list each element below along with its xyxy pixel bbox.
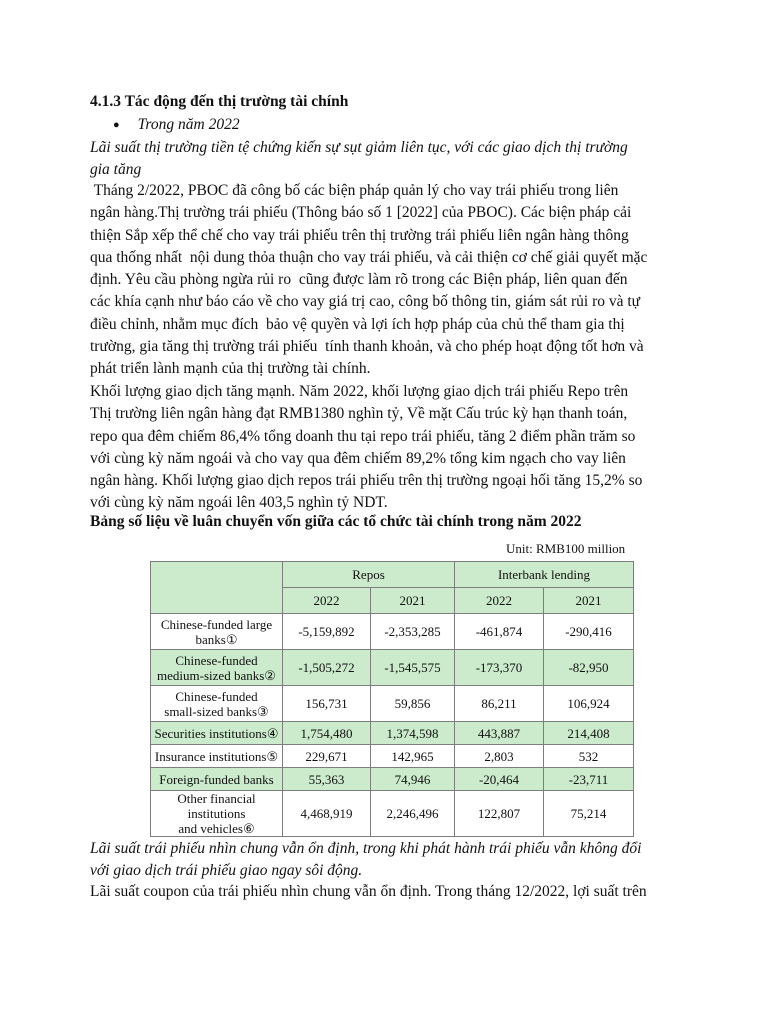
text-line: repo qua đêm chiếm 86,4% tổng doanh thu tại repo trái phiếu, tăng 2 điểm phần trăm so xyxy=(90,427,636,445)
table-header-row xyxy=(151,562,634,588)
table-cell: 74,946 xyxy=(371,768,455,791)
text-line: định. Yêu cầu phòng ngừa rủi ro cũng được làm rõ trong các Biện pháp, liên quan đến xyxy=(90,271,628,289)
row-label: Securities institutions④ xyxy=(151,722,283,745)
text-line: các khía cạnh như báo cáo về cho vay giá trị cao, công bố thông tin, giám sát rủi ro và tự xyxy=(90,293,641,311)
table-row xyxy=(151,791,634,837)
table-cell: 443,887 xyxy=(455,722,544,745)
table-cell: 2,246,496 xyxy=(371,791,455,837)
row-label: Foreign-funded banks xyxy=(151,768,283,791)
row-label-line: Other financial institutions xyxy=(177,791,256,821)
table-cell: -5,159,892 xyxy=(283,614,371,650)
italic-paragraph-2 xyxy=(90,838,690,883)
table-cell: -461,874 xyxy=(455,614,544,650)
table-cell: 229,671 xyxy=(283,745,371,768)
text-line: ngân hàng.Thị trường trái phiếu (Thông báo số 1 [2022] của PBOC). Các biện pháp cải xyxy=(90,204,632,222)
table-cell: -20,464 xyxy=(455,768,544,791)
table-row xyxy=(151,768,634,791)
table-cell: 86,211 xyxy=(455,686,544,722)
header-year: 2021 xyxy=(544,588,634,614)
fund-flow-table xyxy=(150,561,634,837)
table-unit-label: Unit: RMB100 million xyxy=(506,541,626,556)
row-label xyxy=(151,650,283,686)
table-row xyxy=(151,686,634,722)
table-title: Bảng số liệu về luân chuyển vốn giữa các tổ chức tài chính trong năm 2022 xyxy=(90,513,582,530)
table-cell: -173,370 xyxy=(455,650,544,686)
bullet-text: Trong năm 2022 xyxy=(137,116,240,133)
text-line: với cùng kỳ năm ngoái và cho vay qua đêm chiếm 89,2% tổng kim ngạch cho vay liên xyxy=(90,449,626,467)
body-paragraph-1 xyxy=(90,180,690,381)
table-cell: 1,754,480 xyxy=(283,722,371,745)
table-row xyxy=(151,650,634,686)
table-cell: 532 xyxy=(544,745,634,768)
body-paragraph-2 xyxy=(90,381,690,515)
text-line: điều chỉnh, nhằm mục đích bảo vệ quyền và lợi ích hợp pháp của chủ thể tham gia thị xyxy=(90,315,625,333)
header-interbank-lending: Interbank lending xyxy=(455,562,634,588)
table-row xyxy=(151,614,634,650)
text-line: với giao dịch trái phiếu giao ngay sôi động. xyxy=(90,862,363,880)
table-cell: 142,965 xyxy=(371,745,455,768)
table-row xyxy=(151,722,634,745)
text-line: Khối lượng giao dịch tăng mạnh. Năm 2022, khối lượng giao dịch trái phiếu Repo trên xyxy=(90,383,629,400)
row-label xyxy=(151,791,283,837)
table-cell: 55,363 xyxy=(283,768,371,791)
table-cell: 156,731 xyxy=(283,686,371,722)
text-line: phát triển lành mạnh của thị trường tài chính. xyxy=(90,360,371,378)
table-cell: -1,545,575 xyxy=(371,650,455,686)
text-line: ngân hàng. Khối lượng giao dịch repos trái phiếu trên thị trường ngoại hối tăng 15,2% so xyxy=(90,472,643,490)
row-label xyxy=(151,686,283,722)
section-heading: 4.1.3 Tác động đến thị trường tài chính xyxy=(90,93,349,110)
header-repos: Repos xyxy=(283,562,455,588)
text-line: qua thống nhất nội dung thỏa thuận cho vay trái phiếu, và cải thiện cơ chế giải quyết mặc xyxy=(90,248,648,266)
table-cell: 106,924 xyxy=(544,686,634,722)
text-line: trường, gia tăng thị trường trái phiếu tính thanh khoản, và cho phép hoạt động tốt hơn và xyxy=(90,338,644,356)
header-year: 2022 xyxy=(283,588,371,614)
row-label-line: and vehicles⑥ xyxy=(178,821,255,836)
table-cell: -23,711 xyxy=(544,768,634,791)
row-label-line: Chinese-funded xyxy=(175,688,258,704)
table-cell: 214,408 xyxy=(544,722,634,745)
text-line: với cùng kỳ năm ngoái lên 403,5 nghìn tỷ NDT. xyxy=(90,494,388,512)
row-label-line: medium-sized banks② xyxy=(157,667,276,683)
table-cell: -82,950 xyxy=(544,650,634,686)
text-line: Tháng 2/2022, PBOC đã công bố các biện pháp quản lý cho vay trái phiếu trong liên xyxy=(90,182,619,199)
body-paragraph-3 xyxy=(90,881,690,903)
row-label: Insurance institutions⑤ xyxy=(151,745,283,768)
row-label-line: Chinese-funded xyxy=(175,652,258,668)
italic-paragraph-1 xyxy=(90,137,690,182)
table-cell: 75,214 xyxy=(544,791,634,837)
table-corner-cell xyxy=(151,562,283,614)
bullet-dot-icon: ● xyxy=(113,119,120,131)
table-cell: 122,807 xyxy=(455,791,544,837)
text-line: Lãi suất trái phiếu nhìn chung vẫn ổn định, trong khi phát hành trái phiếu vẫn không đổi xyxy=(90,840,642,857)
table-cell: -1,505,272 xyxy=(283,650,371,686)
row-label xyxy=(151,614,283,650)
table-cell: 4,468,919 xyxy=(283,791,371,837)
text-line: thiện Sắp xếp thể chế cho vay trái phiếu trên thị trường trái phiếu liên ngân hàng thông xyxy=(90,226,629,244)
text-line: Thị trường liên ngân hàng đạt RMB1380 nghìn tỷ, Về mặt Cấu trúc kỳ hạn thanh toán, xyxy=(90,405,628,423)
text-line: Lãi suất thị trường tiền tệ chứng kiến sự sụt giảm liên tục, với các giao dịch thị trường xyxy=(90,139,628,156)
text-line: Lãi suất coupon của trái phiếu nhìn chung vẫn ổn định. Trong tháng 12/2022, lợi suất trên xyxy=(90,883,647,900)
bullet-item xyxy=(113,116,240,134)
table-cell: 59,856 xyxy=(371,686,455,722)
table-cell: -290,416 xyxy=(544,614,634,650)
row-label-line: Chinese-funded large xyxy=(160,616,273,632)
header-year: 2021 xyxy=(371,588,455,614)
table-row xyxy=(151,745,634,768)
table-cell: -2,353,285 xyxy=(371,614,455,650)
row-label-line: banks① xyxy=(195,631,238,647)
text-line: gia tăng xyxy=(90,161,142,179)
header-year: 2022 xyxy=(455,588,544,614)
row-label-line: small-sized banks③ xyxy=(164,703,269,719)
table-cell: 2,803 xyxy=(455,745,544,768)
table-cell: 1,374,598 xyxy=(371,722,455,745)
